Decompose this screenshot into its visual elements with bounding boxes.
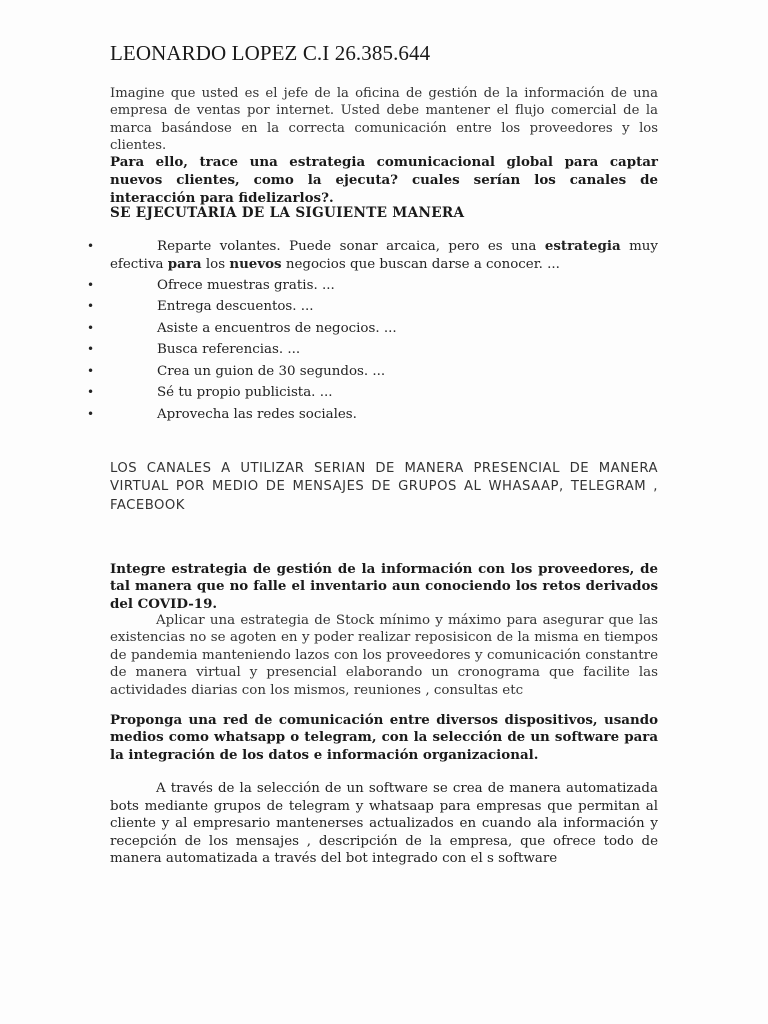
bullet: •	[87, 239, 95, 253]
list-item-text: Crea un guion de 30 segundos. ...	[157, 363, 386, 379]
bullet: •	[87, 363, 95, 378]
answer-3: A través de la selección de un software se crea de manera automatizada bots mediante grupos de telegram y whatsaap para empresas que permitan al cliente y al empresario mantenerses actualizados en cuando ala información y recepción de los mensajes , descripción de la empresa, que ofrece todo de manera automatizada a través del bot integrado con el s software	[110, 781, 658, 867]
answer-2: Aplicar una estrategia de Stock mínimo y máximo para asegurar que las existencias no se agoten en y poder realizar reposisicon de la misma en tiempos de pandemia manteniendo lazos con los proveedores y comunicación constantre de manera virtual y presencial elaborando un cronograma que facilite las actividades diarias con los mismos, reuniones , consultas etc	[110, 613, 658, 698]
bullet: •	[87, 406, 95, 421]
list-item-text: Sé tu propio publicista. ...	[157, 385, 333, 401]
bullet: •	[87, 299, 95, 314]
bullet: •	[87, 342, 95, 357]
list-item-line-2: efectiva para los nuevos negocios que buscan darse a conocer. ...	[110, 255, 560, 272]
list-item-text: Aprovecha las redes sociales.	[157, 406, 357, 422]
intro-paragraph: Imagine que usted es el jefe de la oficina de gestión de la información de una empresa de ventas por internet. Usted debe mantener el flujo comercial de la marca basándose en la correcta comunicación entre los proveedores y los clientes.	[110, 86, 658, 154]
bullet: •	[87, 320, 95, 335]
section-heading: SE EJECUTARIA DE LA SIGUIENTE MANERA	[110, 205, 465, 221]
list-item-text: Entrega descuentos. ...	[157, 299, 314, 315]
channels-paragraph: LOS CANALES A UTILIZAR SERIAN DE MANERA PRESENCIAL DE MANERA VIRTUAL POR MEDIO DE MENSAJES DE GRUPOS AL WHASAAP, TELEGRAM , FACEBOOK	[110, 461, 658, 513]
list-item-text: Busca referencias. ...	[157, 342, 301, 358]
list-item-text: Asiste a encuentros de negocios. ...	[157, 320, 397, 336]
question-3: Proponga una red de comunicación entre diversos dispositivos, usando medios como whatsapp o telegram, con la selección de un software para la integración de los datos e información organizacional.	[110, 712, 658, 763]
question-1: Para ello, trace una estrategia comunicacional global para captar nuevos clientes, como la ejecuta? cuales serían los canales de interacción para fidelizarlos?.	[110, 154, 658, 206]
list-item-line-1: Reparte volantes. Puede sonar arcaica, pero es una estrategia muy	[157, 238, 658, 254]
document-title: LEONARDO LOPEZ C.I 26.385.644	[110, 41, 431, 65]
bullet: •	[87, 385, 95, 400]
question-2: Integre estrategia de gestión de la información con los proveedores, de tal manera que no falle el inventario aun conociendo los retos derivados del COVID-19.	[110, 561, 658, 612]
bullet: •	[87, 277, 95, 292]
list-item-text: Ofrece muestras gratis. ...	[157, 277, 335, 293]
